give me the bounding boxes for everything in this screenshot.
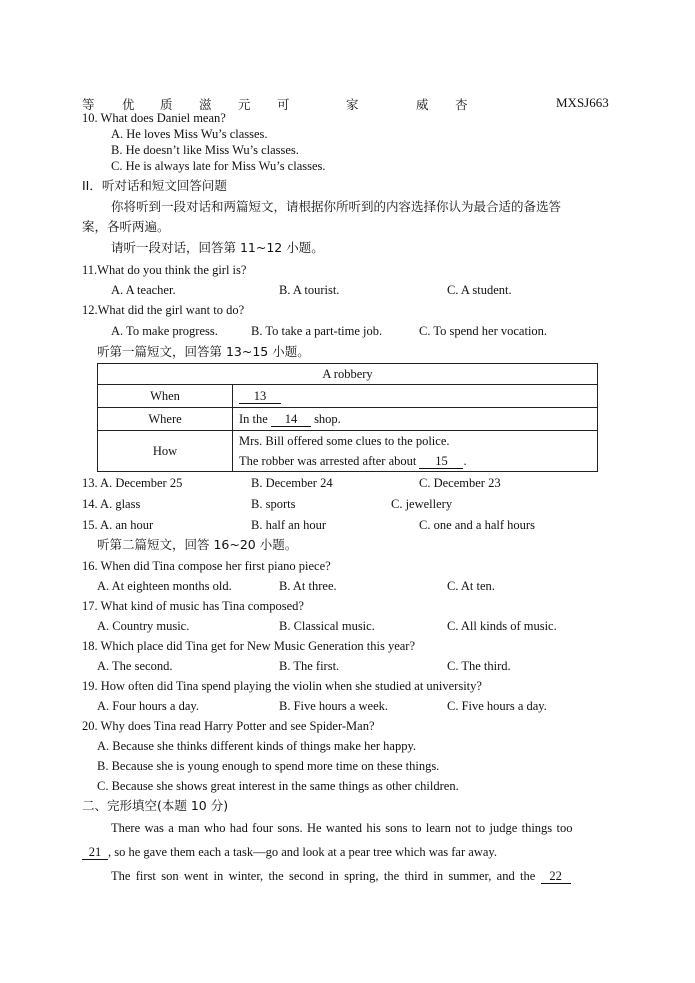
blank-15: 15 — [419, 454, 463, 469]
cloze-line2-rest: , so he gave them each a task—go and look at a pear tree which was far away. — [108, 845, 497, 859]
q13-option-c: C. December 23 — [419, 476, 501, 490]
q18-question: 18. Which place did Tina get for New Music Generation this year? — [82, 639, 416, 653]
section-title: II．听对话和短文回答问题 — [82, 178, 227, 193]
q19-option-c: C. Five hours a day. — [447, 699, 547, 713]
header-char: 优 — [122, 97, 135, 112]
q19-option-b: B. Five hours a week. — [279, 699, 389, 713]
q14-option-b: B. sports — [251, 497, 296, 511]
where-label: Where — [98, 408, 233, 431]
header-char: 家 — [346, 97, 359, 112]
when-label: When — [98, 385, 233, 408]
q10-option-b: B. He doesn’t like Miss Wu’s classes. — [111, 143, 299, 157]
header-char: 滋 — [199, 97, 212, 112]
robbery-table — [97, 363, 598, 472]
q10-option-a: A. He loves Miss Wu’s classes. — [111, 127, 268, 141]
how-line2 — [239, 451, 591, 471]
how-label: How — [98, 431, 233, 472]
where-pre: In the — [239, 411, 268, 426]
q10-option-c: C. He is always late for Miss Wu’s classes. — [111, 159, 326, 173]
q19-option-a: A. Four hours a day. — [97, 699, 199, 713]
header-char: 威 — [416, 97, 429, 112]
cloze-line2 — [82, 844, 497, 860]
header-char: 可 — [277, 97, 290, 112]
q11-option-a: A. A teacher. — [111, 283, 176, 297]
header-char: 质 — [160, 97, 173, 112]
header-code: MXSJ663 — [556, 95, 609, 110]
q17-question: 17. What kind of music has Tina composed? — [82, 599, 304, 613]
cloze-line3 — [111, 868, 571, 884]
where-cell — [233, 408, 598, 431]
q14-option-c: C. jewellery — [391, 497, 453, 511]
q17-option-c: C. All kinds of music. — [447, 619, 557, 633]
blank-14: 14 — [271, 412, 311, 427]
q13-option-b: B. December 24 — [251, 476, 333, 490]
q10-question: 10. What does Daniel mean? — [82, 111, 226, 125]
cloze-line3-text: The first son went in winter, the second in spring, the third in summer, and the — [111, 869, 536, 883]
q12-option-a: A. To make progress. — [111, 324, 218, 338]
passage2-instruction: 听第二篇短文，回答 16~20 小题。 — [97, 537, 298, 552]
q19-question: 19. How often did Tina spend playing the violin when she studied at university? — [82, 679, 482, 693]
q20-option-b: B. Because she is young enough to spend more time on these things. — [97, 759, 440, 773]
how-line1: Mrs. Bill offered some clues to the police. — [239, 434, 450, 448]
header-char: 杏 — [455, 97, 468, 112]
section-intro-line1: 你将听到一段对话和两篇短文，请根据你所听到的内容选择你认为最合适的备选答 — [111, 199, 562, 214]
q16-question: 16. When did Tina compose her first piano piece? — [82, 559, 331, 573]
cloze-title: 二、完形填空(本题 10 分) — [82, 798, 229, 813]
how-line2-post: . — [463, 454, 467, 468]
q17-option-b: B. Classical music. — [279, 619, 375, 633]
blank-22: 22 — [541, 869, 571, 884]
q15-option-b: B. half an hour — [251, 518, 326, 532]
q11-option-b: B. A tourist. — [279, 283, 340, 297]
cloze-line1: There was a man who had four sons. He wanted his sons to learn not to judge things too — [111, 821, 573, 835]
blank-13: 13 — [239, 389, 281, 404]
q12-option-b: B. To take a part-time job. — [251, 324, 383, 338]
q16-option-b: B. At three. — [279, 579, 337, 593]
how-cell — [233, 431, 598, 472]
q13-option-a: 13. A. December 25 — [82, 476, 183, 490]
passage1-instruction: 听第一篇短文，回答第 13~15 小题。 — [97, 344, 310, 359]
q18-option-b: B. The first. — [279, 659, 340, 673]
q16-option-a: A. At eighteen months old. — [97, 579, 232, 593]
where-post: shop. — [314, 411, 341, 426]
q20-option-c: C. Because she shows great interest in the same things as other children. — [97, 779, 459, 793]
q16-option-c: C. At ten. — [447, 579, 495, 593]
dialogue-instruction: 请听一段对话，回答第 11~12 小题。 — [111, 240, 324, 255]
section-intro-line2: 案，各听两遍。 — [82, 219, 170, 234]
table-title: A robbery — [98, 364, 598, 385]
q18-option-c: C. The third. — [447, 659, 511, 673]
how-line2-pre: The robber was arrested after about — [239, 454, 417, 468]
header-char: 等 — [82, 97, 95, 112]
header-char: 元 — [238, 97, 251, 112]
q12-question: 12.What did the girl want to do? — [82, 303, 245, 317]
q11-question: 11.What do you think the girl is? — [82, 263, 247, 277]
q15-option-a: 15. A. an hour — [82, 518, 154, 532]
q11-option-c: C. A student. — [447, 283, 512, 297]
q20-question: 20. Why does Tina read Harry Potter and see Spider-Man? — [82, 719, 375, 733]
q17-option-a: A. Country music. — [97, 619, 190, 633]
q15-option-c: C. one and a half hours — [419, 518, 535, 532]
q12-option-c: C. To spend her vocation. — [419, 324, 548, 338]
q18-option-a: A. The second. — [97, 659, 173, 673]
q20-option-a: A. Because she thinks different kinds of things make her happy. — [97, 739, 417, 753]
blank-21: 21 — [82, 845, 108, 860]
when-cell — [233, 385, 598, 408]
q14-option-a: 14. A. glass — [82, 497, 141, 511]
